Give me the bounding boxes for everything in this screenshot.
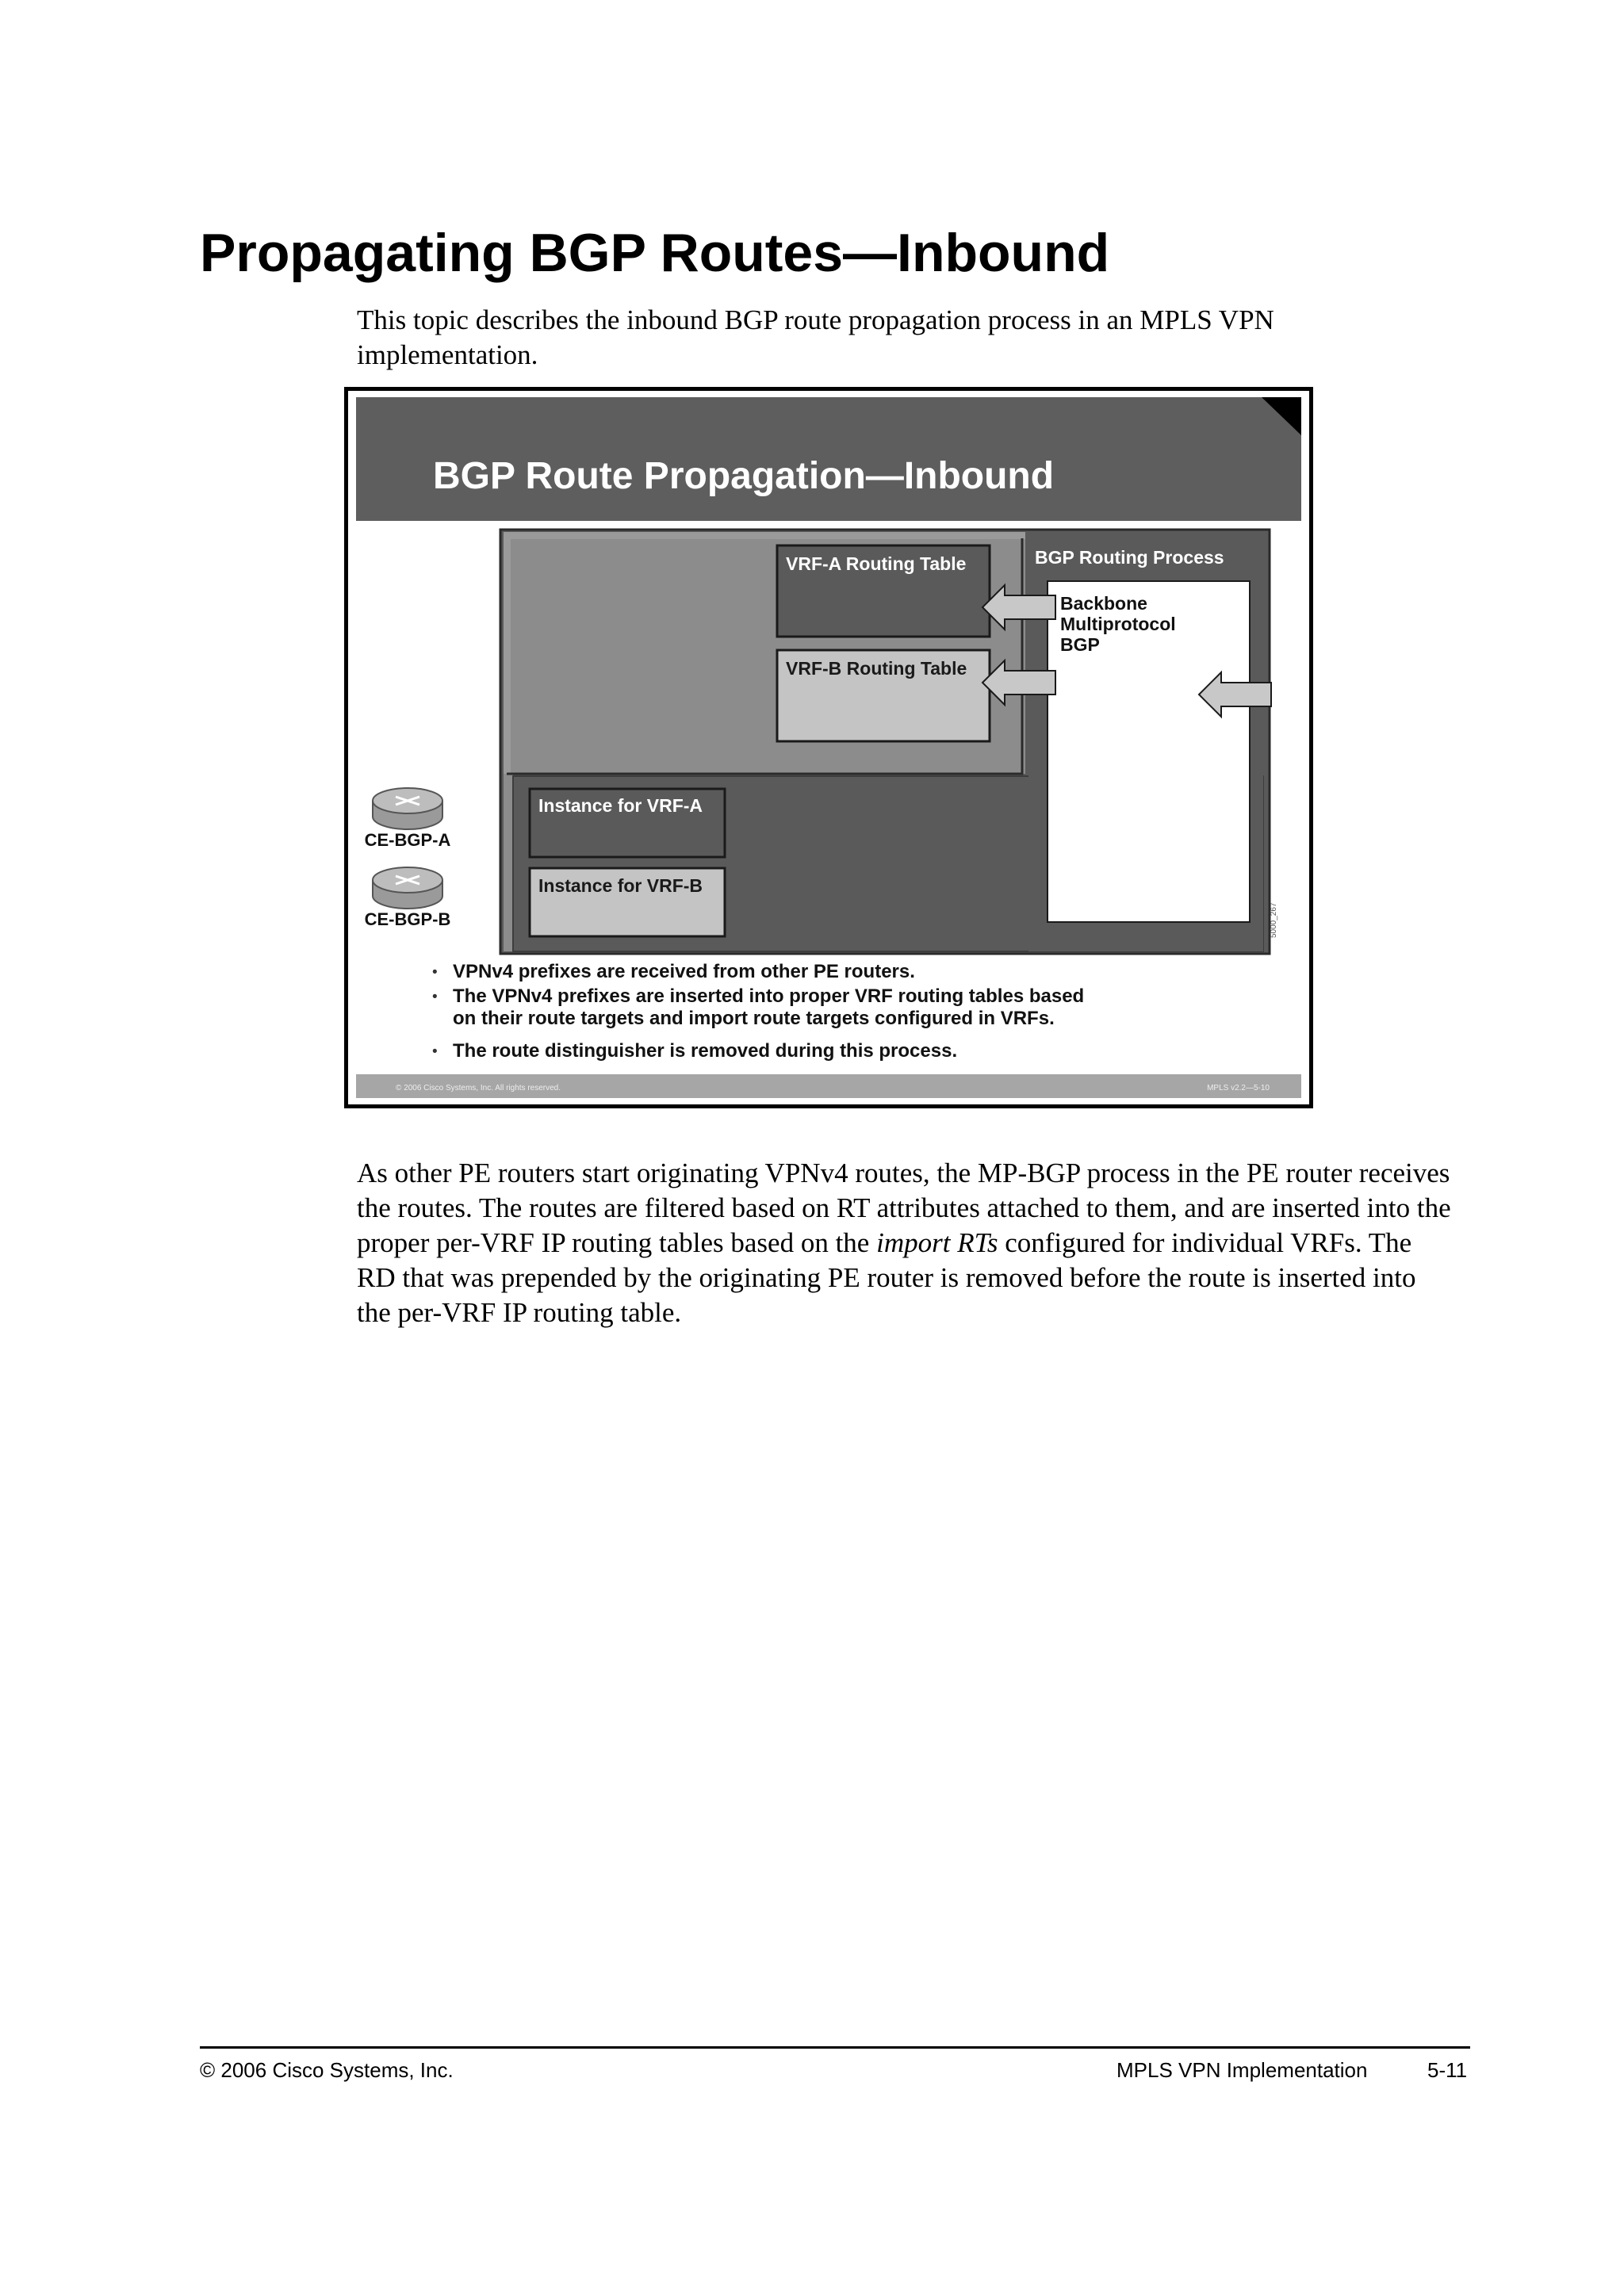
slide-title: BGP Route Propagation—Inbound [433,455,1055,497]
footer-rule [200,2046,1470,2049]
backbone-label-3: BGP [1060,634,1100,655]
slide-course-code: MPLS v2.2—5-10 [1207,1084,1270,1093]
vrf-b-table-label: VRF-B Routing Table [786,658,967,679]
intro-paragraph: This topic describes the inbound BGP route propagation process in an MPLS VPN implementation. [357,304,1274,370]
footer-course-title: MPLS VPN Implementation [1116,2058,1368,2082]
vrf-a-table-label: VRF-A Routing Table [786,553,967,574]
footer-copyright: © 2006 Cisco Systems, Inc. [200,2058,454,2082]
body-text-part-1: As other PE routers start originating VPNv4 routes, the MP-BGP process in the PE router receives the routes. The routes are filtered based on RT attributes attached to them, and are inserted into the proper per-VRF IP routing tables based on the [357,1158,1451,1258]
slide-figure [344,387,1313,1108]
bullet-marker: • [432,1043,438,1060]
bullet-2-line-1: The VPNv4 prefixes are inserted into proper VRF routing tables based [453,985,1085,1007]
bgp-process-label: BGP Routing Process [1035,547,1224,568]
router-icon-a [373,788,442,829]
body-text-part-2: configured for individual VRFs. The RD that was prepended by the originating PE router is removed before the route is inserted into the per-VRF IP routing table. [357,1227,1416,1328]
bullet-marker: • [432,989,438,1005]
router-label-b: CE-BGP-B [364,909,451,929]
page-title: Propagating BGP Routes—Inbound [200,223,1110,283]
bullet-1: VPNv4 prefixes are received from other PE routers. [453,961,915,982]
instance-vrf-b-label: Instance for VRF-B [538,875,703,896]
backbone-label-2: Multiprotocol [1060,614,1176,634]
router-label-a: CE-BGP-A [364,830,451,850]
instance-vrf-a-label: Instance for VRF-A [538,795,703,816]
figure-id: 5000_267 [1270,902,1278,938]
bullet-2-line-2: on their route targets and import route targets configured in VRFs. [453,1008,1055,1029]
body-paragraph [357,1156,1451,1330]
body-text-emphasis: import RTs [876,1227,998,1258]
slide-copyright: © 2006 Cisco Systems, Inc. All rights reserved. [396,1084,561,1093]
footer-page-number: 5-11 [1427,2058,1468,2082]
backbone-label-1: Backbone [1060,593,1147,614]
bullet-marker: • [432,964,438,981]
bullet-3: The route distinguisher is removed during this process. [453,1040,958,1062]
slide-diagram [348,391,1309,1104]
router-icon-b [373,867,442,909]
